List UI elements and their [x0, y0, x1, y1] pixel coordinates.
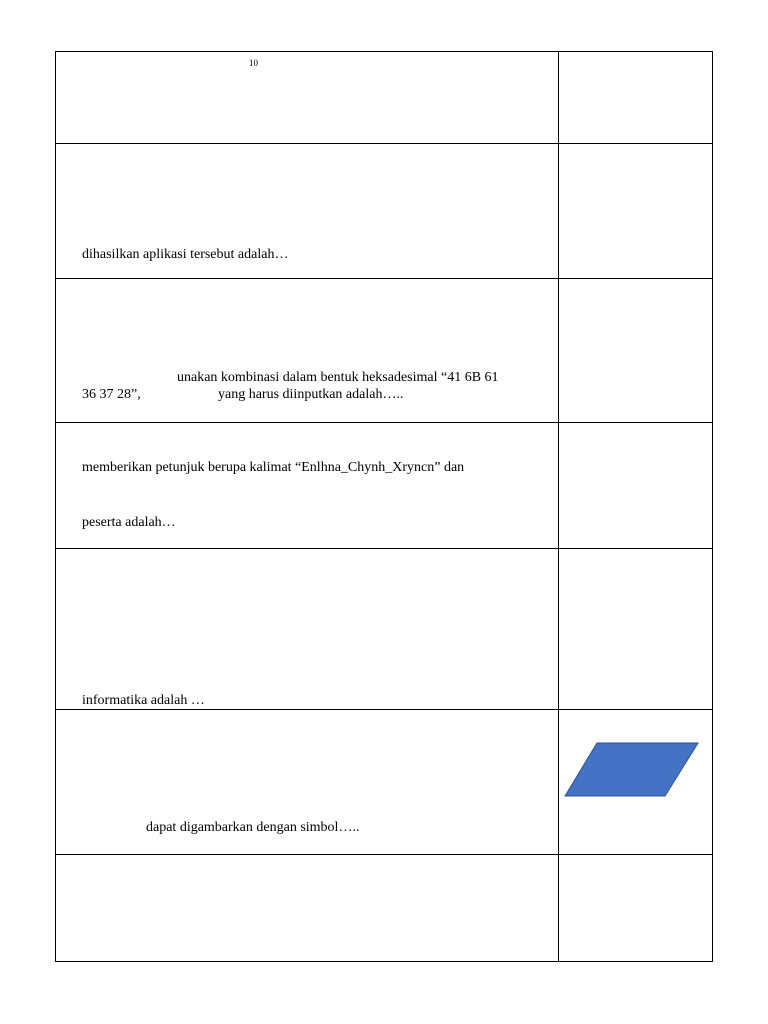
question-text: dihasilkan aplikasi tersebut adalah… — [82, 247, 289, 262]
question-text: memberikan petunjuk berupa kalimat “Enlhna_Chynh_Xryncn” dan — [82, 460, 465, 475]
table-row — [56, 710, 712, 855]
table-row — [56, 279, 712, 423]
table-row — [56, 52, 712, 144]
table-row — [56, 549, 712, 710]
table-row — [56, 855, 712, 961]
table-row — [56, 144, 712, 279]
question-text: dapat digambarkan dengan simbol….. — [146, 820, 360, 835]
question-text: peserta adalah… — [82, 515, 176, 530]
parallelogram-symbol — [564, 742, 700, 798]
question-text: unakan kombinasi dalam bentuk heksadesimal “41 6B 61 — [177, 370, 499, 385]
question-text: informatika adalah … — [82, 693, 205, 708]
question-table — [55, 51, 713, 962]
page-number: 10 — [249, 58, 258, 68]
question-text: yang harus diinputkan adalah….. — [218, 387, 404, 402]
question-text: 36 37 28”, — [82, 387, 141, 402]
table-row — [56, 423, 712, 549]
